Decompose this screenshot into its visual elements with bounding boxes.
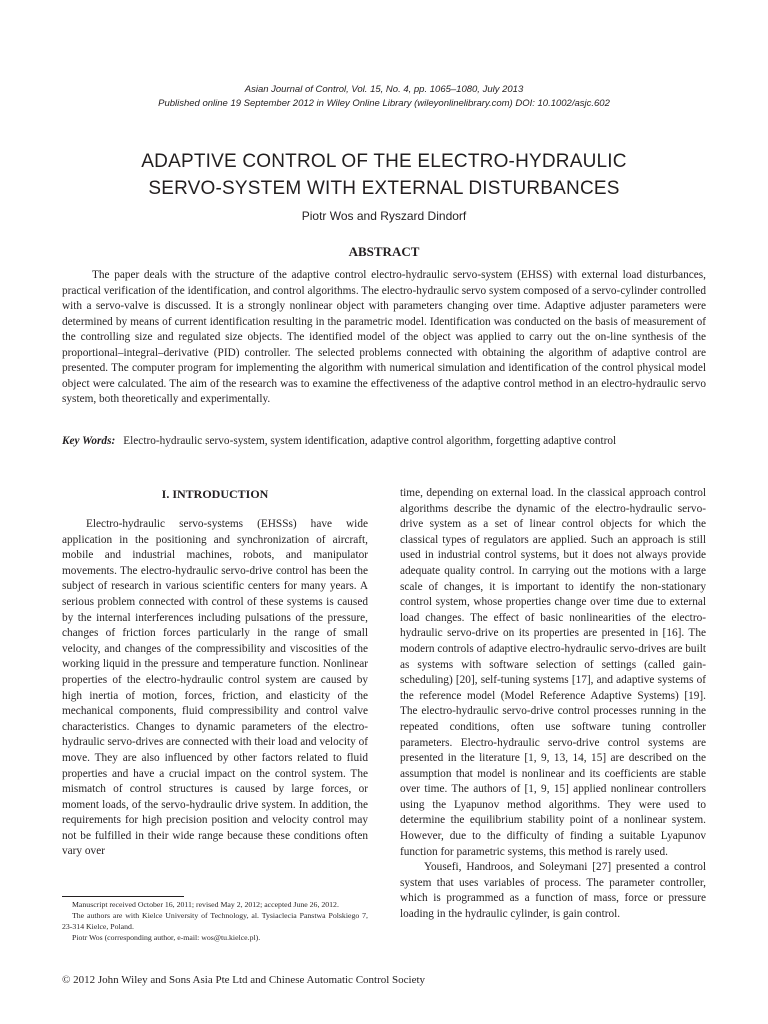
journal-header xyxy=(0,83,768,111)
keywords-label: Key Words: xyxy=(62,435,116,447)
title-line-1: ADAPTIVE CONTROL OF THE ELECTRO-HYDRAULIC xyxy=(141,151,627,172)
title-line-2: SERVO-SYSTEM WITH EXTERNAL DISTURBANCES xyxy=(148,178,620,199)
left-column xyxy=(62,486,368,860)
footnote-affiliation: The authors are with Kielce University of Technology, al. Tysiaclecia Panstwa Polskiego 7, 23-314 Kielce, Poland. xyxy=(62,911,368,931)
right-column xyxy=(400,486,706,923)
footnotes xyxy=(62,899,368,943)
intro-paragraph-2: Yousefi, Handroos, and Soleymani [27] presented a control system that uses variables of process. The parameter controller, which is programmed as a function of mass, force or pressure loading in the hydraulic cylinder, is gain control. xyxy=(400,861,706,921)
abstract-text: The paper deals with the structure of the adaptive control electro-hydraulic servo-system (EHSS) with external load disturbances, practical verification of the identification, and control algorithms. The electro-hydraulic servo system composed of a servo-cylinder controlled with a servo-valve is discussed. It is a strongly nonlinear object with parameters changing over time. Adaptive adjuster parameters were determined by means of current identification resulting in the parametric model. Identification was conducted on the basis of measurement of the controlling size and regulated size objects. The identified model of the object was applied to carry out the on-line synthesis of the proportional–integral–derivative (PID) controller. The selected problems connected with obtaining the algorithm of adaptive control are presented. The computer program for implementing the algorithm with numerical simulation and identification of the control physical model object were calculated. The aim of the research was to examine the effectiveness of the adaptive control method in an electro-hydraulic servo system, both theoretically and experimentally. xyxy=(62,269,706,405)
intro-paragraph-1: Electro-hydraulic servo-systems (EHSSs) have wide application in the positioning and synchronization of aircraft, mobile and industrial machines, robots, and manipulator movements. The electro-hydraulic servo-drive control has been the subject of research in various scientific centers for many years. A serious problem connected with control of these systems is caused by the internal interferences including pulsations of the pressure, changes of friction forces particularly in the range of small velocity, and changes of the compressibility and viscosities of the working liquid in the pressure and temperature function. Nonlinear properties of the electro-hydraulic control system are caused by high inertia of motion, forces, friction, and elasticity of the mechanical components, fluid compressibility and control valve characteristics. Changes to dynamic parameters of the electro-hydraulic servo-drives are connected with their load and velocity of move. They are also influenced by other factors related to fluid properties and have a crucial impact on the control system. The mismatch of control structures is caused by large forces, or moment loads, of the servo-hydraulic drive system. In addition, the requirements for high precision position and velocity control may not be fulfilled in their wide range because these conditions often vary over xyxy=(62,518,368,858)
keywords xyxy=(62,434,706,449)
abstract-heading: ABSTRACT xyxy=(348,244,420,259)
journal-citation: Asian Journal of Control, Vol. 15, No. 4, pp. 1065–1080, July 2013 xyxy=(244,84,524,95)
section-heading-introduction: I. INTRODUCTION xyxy=(161,487,269,501)
keywords-text: Electro-hydraulic servo-system, system identification, adaptive control algorithm, forgetting adaptive control xyxy=(123,435,617,447)
footnote-divider xyxy=(62,896,184,897)
copyright-footer: © 2012 John Wiley and Sons Asia Pte Ltd and Chinese Automatic Control Society xyxy=(62,974,426,986)
footnote-received: Manuscript received October 16, 2011; revised May 2, 2012; accepted June 26, 2012. xyxy=(72,900,339,909)
intro-paragraph-1-continued: time, depending on external load. In the classical approach control algorithms describe the dynamic of the electro-hydraulic servo-drive system as a set of linear control objects for which the classical types of regulators are applied. Such an approach is still used in industrial control systems, but it does not always provide adequate quality control. In carrying out the motions with a large scale of changes, it is important to identify the non-stationary control system, whose properties change over time due to external load changes. The effect of basic nonlinearities of the electro-hydraulic servo-drive on its properties are presented in [16]. The modern controls of adaptive electro-hydraulic servo-drives are built as systems with software selection of settings (called gain-scheduling) [20], self-tuning systems [17], and adaptive systems of the reference model (Model Reference Adaptive Systems) [19]. The electro-hydraulic servo-drive control processes running in the repeated conditions, often use software tuning controller parameters. Electro-hydraulic servo-drive control systems are presented in the literature [1, 9, 13, 14, 15] are described on the assumption that model is nonlinear and its coefficients are stable over time. The authors of [1, 9, 15] applied nonlinear controllers using the Lyapunov method algorithms. They were used to determine the equilibrium stability point of a nonlinear system. However, due to the difficulty of finding a suitable Lyapunov function for parametric systems, this method is rarely used. xyxy=(400,487,706,858)
author-list: Piotr Wos and Ryszard Dindorf xyxy=(301,209,467,223)
publication-info: Published online 19 September 2012 in Wiley Online Library (wileyonlinelibrary.com) DOI: 10.1002/asjc.602 xyxy=(158,98,610,109)
paper-title xyxy=(0,148,768,202)
footnote-corresponding: Piotr Wos (corresponding author, e-mail: wos@tu.kielce.pl). xyxy=(72,933,261,942)
